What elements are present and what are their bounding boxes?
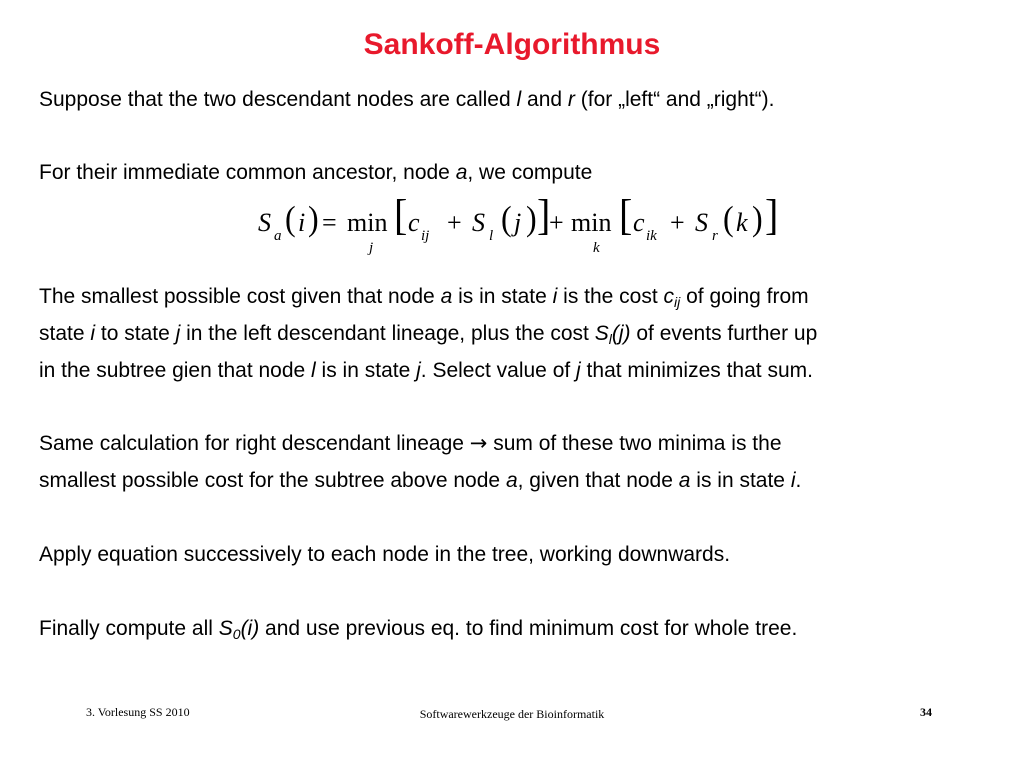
text: in the left descendant lineage, plus the cost bbox=[180, 322, 595, 345]
paragraph-smallest-cost bbox=[39, 278, 999, 389]
sub-l: l bbox=[608, 331, 612, 347]
var-j-paren: (j) bbox=[611, 322, 631, 345]
eq-paren: ( bbox=[723, 198, 734, 238]
paragraph-line bbox=[39, 462, 999, 499]
paragraph-finally bbox=[39, 610, 999, 647]
text: Finally compute all bbox=[39, 617, 219, 640]
eq-sub-r: r bbox=[712, 228, 718, 244]
paragraph-descendant-nodes bbox=[39, 81, 999, 118]
paragraph-common-ancestor bbox=[39, 154, 999, 191]
var-j: j bbox=[175, 322, 181, 345]
text: that minimizes that sum. bbox=[580, 359, 813, 382]
var-a: a bbox=[678, 469, 691, 492]
footer-course: Softwarewerkzeuge der Bioinformatik bbox=[419, 707, 605, 721]
slide-title: Sankoff-Algorithmus bbox=[363, 28, 661, 61]
page-number: 34 bbox=[920, 705, 932, 719]
paragraph-line bbox=[39, 352, 999, 389]
text: smallest possible cost for the subtree above node bbox=[39, 469, 506, 492]
eq-S: S bbox=[472, 208, 485, 237]
text: sum of these two minima is the bbox=[487, 432, 782, 455]
eq-bracket: [ bbox=[394, 190, 408, 239]
eq-k: k bbox=[736, 208, 748, 237]
text: is the cost bbox=[557, 285, 664, 308]
text: (for „left“ and „right“). bbox=[574, 88, 775, 111]
var-a: a bbox=[440, 285, 453, 308]
text: is in state bbox=[690, 469, 791, 492]
arrow-right-icon: → bbox=[469, 431, 488, 455]
text: state bbox=[39, 322, 91, 345]
text: in the subtree gien that node bbox=[39, 359, 312, 382]
eq-c: c bbox=[633, 208, 645, 237]
eq-bracket: ] bbox=[537, 190, 551, 239]
eq-paren: ( bbox=[285, 198, 296, 238]
eq-j: j bbox=[514, 208, 522, 237]
paragraph-line bbox=[39, 425, 999, 462]
text: and bbox=[521, 88, 568, 111]
eq-bracket: ] bbox=[765, 190, 779, 239]
sub-ij: ij bbox=[674, 294, 681, 310]
eq-paren: ) bbox=[752, 198, 763, 238]
var-i: i bbox=[552, 285, 558, 308]
var-j: j bbox=[576, 359, 581, 382]
text: The smallest possible cost given that node bbox=[39, 285, 441, 308]
eq-bracket: [ bbox=[619, 190, 633, 239]
var-l: l bbox=[311, 359, 316, 382]
var-S: S bbox=[594, 322, 609, 345]
eq-plus: + bbox=[447, 208, 462, 237]
var-a: a bbox=[505, 469, 518, 492]
eq-paren: ) bbox=[308, 198, 319, 238]
var-l: l bbox=[516, 88, 522, 111]
eq-equals: = bbox=[322, 208, 337, 237]
eq-min: min bbox=[347, 208, 388, 237]
sankoff-equation bbox=[258, 190, 788, 260]
eq-paren: ( bbox=[501, 198, 512, 238]
var-r: r bbox=[567, 88, 575, 111]
var-i-paren: (i) bbox=[240, 617, 260, 640]
text: Same calculation for right descendant lineage bbox=[39, 432, 470, 455]
eq-sub-a: a bbox=[274, 228, 282, 244]
text: to state bbox=[95, 322, 176, 345]
eq-min-index-j: j bbox=[369, 240, 374, 256]
var-i: i bbox=[790, 469, 796, 492]
var-i: i bbox=[90, 322, 96, 345]
eq-S: S bbox=[695, 208, 708, 237]
var-c: c bbox=[663, 285, 675, 308]
eq-c: c bbox=[408, 208, 420, 237]
sub-zero: 0 bbox=[232, 626, 241, 642]
paragraph-right-lineage bbox=[39, 425, 999, 499]
text: Suppose that the two descendant nodes are called bbox=[39, 88, 517, 111]
paragraph-line bbox=[39, 278, 999, 315]
text: of events further up bbox=[630, 322, 818, 345]
text: of going from bbox=[680, 285, 809, 308]
text: , given that node bbox=[517, 469, 679, 492]
eq-sub-ik: ik bbox=[646, 228, 657, 244]
footer-lecture: 3. Vorlesung SS 2010 bbox=[86, 705, 190, 719]
var-a: a bbox=[455, 161, 468, 184]
eq-S: S bbox=[258, 208, 271, 237]
text: is in state bbox=[452, 285, 553, 308]
text: is in state bbox=[315, 359, 417, 382]
eq-plus: + bbox=[670, 208, 685, 237]
text: . bbox=[795, 469, 802, 492]
eq-i: i bbox=[298, 208, 306, 237]
text: For their immediate common ancestor, node bbox=[39, 161, 456, 184]
var-j: j bbox=[416, 359, 421, 382]
eq-min: min bbox=[571, 208, 612, 237]
eq-plus: + bbox=[549, 208, 564, 237]
paragraph-line bbox=[39, 315, 999, 352]
eq-min-index-k: k bbox=[593, 240, 600, 256]
var-S: S bbox=[218, 617, 233, 640]
paragraph-apply-equation: Apply equation successively to each node in the tree, working downwards. bbox=[39, 543, 731, 566]
text: , we compute bbox=[467, 161, 593, 184]
eq-paren: ) bbox=[526, 198, 537, 238]
text: and use previous eq. to find minimum cost for whole tree. bbox=[259, 617, 798, 640]
eq-sub-l: l bbox=[489, 228, 494, 244]
text: . Select value of bbox=[420, 359, 577, 382]
eq-sub-ij: ij bbox=[421, 228, 430, 244]
